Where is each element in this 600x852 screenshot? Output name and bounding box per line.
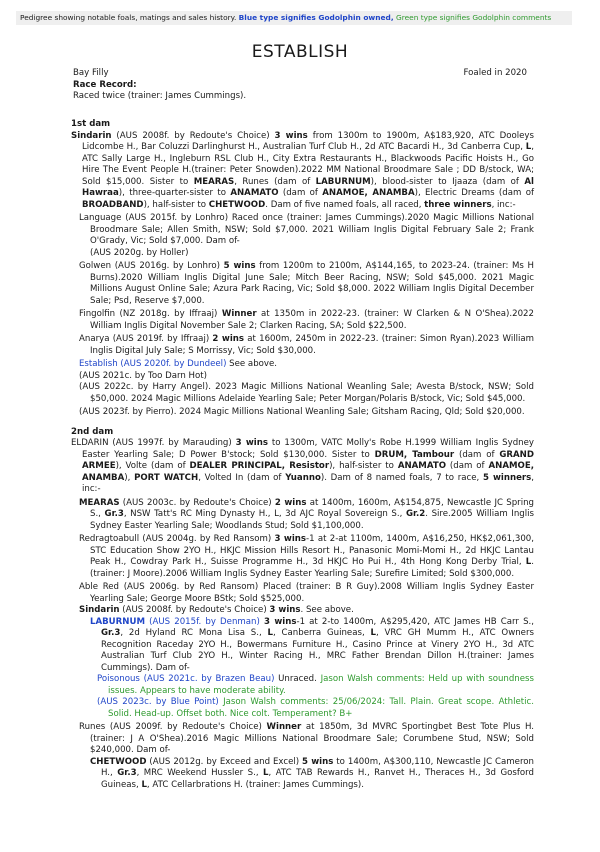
foal-entry-able-red: Able Red (AUS 2006g. by Red Ransom) Placed (trainer: B R Guy).2008 William Inglis Sydney Easter Yearling Sale; George Moore BStk; Sold $525,000. (79, 582, 534, 604)
foal-entry-establish: Establish (AUS 2020f. by Dundeel) See above. (79, 359, 278, 369)
legend-bar (16, 11, 572, 25)
dam-entry-sindarin: Sindarin (AUS 2008f. by Redoute's Choice) 3 wins from 1300m to 1900m, A$183,920, ATC Dooleys Lidcombe H., Bar Coluzzi Darlinghurst H., Australian Turf Club H., 2d ATC Bacardi H., 3d Canberra Cup, L, ATC Sally Large H., Ingleburn RSL Club H., City Extra Restaurants H., Blackwoods Pacific Hoists H., Go Hire The Event People H.(trainer: Peter Snowden).2022 MM National Broodmare Sale ; DD B/stock, WA; Sold $15,000. Sister to MEARAS, Runes (dam of LABURNUM), blood-sister to Ijaaza (dam of Al Hawraa), three-quarter-sister to ANAMATO (dam of ANAMOE, ANAMBA), Electric Dreams (dam of BROADBAND), half-sister to CHETWOOD. Dam of five named foals, all raced, three winners, inc:- (71, 130, 534, 210)
greatfoal-entry-2023c: (AUS 2023c. by Blue Point) Jason Walsh comments: 25/06/2024: Tall. Plain. Great scope. Athletic. Solid. Head-up. Offset both. Nice colt. Temperament? B+ (97, 697, 535, 719)
foal-entry-golwen: Golwen (AUS 2016g. by Lonhro) 5 wins from 1200m to 2100m, A$144,165, to 2023-24. (trainer: Ms H Burns).2020 William Inglis Digital June Sale; Mitch Beer Racing, NSW; Sold $45,000. 2021 Magic Millions August Online Sale; Azura Park Racing, Vic; Sold $8,000. 2022 William Inglis Digital December Sale; Psd, Reserve $7,000. (79, 261, 534, 306)
foal-entry-2021c: (AUS 2021c. by Too Darn Hot) (79, 370, 207, 381)
horse-meta (73, 68, 527, 103)
greatfoal-entry-poisonous: Poisonous (AUS 2021c. by Brazen Beau) Unraced. Jason Walsh comments: Held up with soundness issues. Appears to have moderate ability. (97, 674, 534, 696)
pedigree-content (71, 119, 534, 791)
legend-blue-note: Blue type signifies Godolphin owned, (238, 13, 394, 22)
foal-entry-runes: Runes (AUS 2009f. by Redoute's Choice) Winner at 1850m, 3d MVRC Sportingbet Best Tote Plus H. (trainer: J A O'Shea).2016 Magic Millions National Broodmare Sale; Corumbene Stud, NSW; Sold $240,000. Dam of- (79, 722, 534, 755)
foal-entry-2022c: (AUS 2022c. by Harry Angel). 2023 Magic Millions National Weanling Sale; Avesta B/stock, NSW; Sold $50,000. 2024 Magic Millions Adelaide Yearling Sale; Peter Morgan/Polaris B/stock, Vic; Sold $45,000. (79, 382, 534, 404)
grandfoal-entry-laburnum: LABURNUM (AUS 2015f. by Denman) 3 wins-1 at 2-to 1400m, A$295,420, ATC James HB Carr S., Gr.3, 2d Hyland RC Mona Lisa S., L, Canberra Guineas, L, VRC GH Mumm H., ATC Owners Recognition Raceday 2YO H., Bowermans Furniture H., Casino Prince at Vinery 2YO H., 3d ATC Australian Turf Club 2YO H., Winter Racing H., MRC Father Brendan Dillon H.(trainer: James Cummings). Dam of- (90, 616, 534, 673)
foal-entry-redragtoabull: Redragtoabull (AUS 2004g. by Red Ransom) 3 wins-1 at 2-at 1100m, 1400m, A$16,250, HK$2,061,300, STC Education Show 2YO H., HKJC Mission Hills Resort H., Panasonic Momi-Momi H., 2d HKJC Lantau Peak H., Cowdray Park H., Suisse Programme H., 3d HKJC Ho Pui H., 4th Hong Kong Derby Trial, L.(trainer: J Moore).2006 William Inglis Sydney Easter Yearling Sale; Surefire Limited; Sold $300,000. (79, 534, 535, 579)
grandfoal-entry-chetwood: CHETWOOD (AUS 2012g. by Exceed and Excel) 5 wins to 1400m, A$300,110, Newcastle JC Cameron H., Gr.3, MRC Weekend Hussler S., L, ATC TAB Rewards H., Ranvet H., Theraces H., 3d Gosford Guineas, L, ATC Cellarbrations H. (trainer: James Cummings). (90, 756, 534, 790)
legend-green-note: Green type signifies Godolphin comments (396, 13, 552, 22)
race-record-label: Race Record: (73, 79, 137, 90)
foal-entry-sindarin: Sindarin (AUS 2008f. by Redoute's Choice) 3 wins. See above. (79, 605, 354, 615)
second-dam-heading: 2nd dam (71, 426, 114, 437)
foal-entry-fingolfin: Fingolfin (NZ 2018g. by Iffraaj) Winner at 1350m in 2022-23. (trainer: W Clarken & N O'Shea).2022 William Inglis Digital November Sale 2; Clarken Racing, SA; Sold $22,500. (79, 309, 534, 331)
foal-entry-anarya: Anarya (AUS 2019f. by Iffraaj) 2 wins at 1600m, 2450m in 2022-23. (trainer: Simon Ryan).2023 William Inglis Digital July Sale; S Morrissy, Vic; Sold $30,000. (79, 334, 535, 356)
horse-sex: Bay Filly (73, 68, 109, 78)
race-record: Raced twice (trainer: James Cummings). (73, 91, 247, 101)
foaled-year: Foaled in 2020 (463, 68, 527, 78)
foal-entry-2020g: (AUS 2020g. by Holler) (90, 247, 189, 258)
first-dam-heading: 1st dam (71, 119, 111, 129)
foal-entry-mearas: MEARAS (AUS 2003c. by Redoute's Choice) 2 wins at 1400m, 1600m, A$154,875, Newcastle JC Spring S., Gr.3, NSW Tatt's RC Ming Dynasty H., L, 3d AJC Royal Sovereign S., Gr.2. Sire.2005 William Inglis Sydney Easter Yearling Sale; Woodlands Stud; Sold $1,100,000. (79, 497, 534, 531)
foal-entry-2023f: (AUS 2023f. by Pierro). 2024 Magic Millions National Weanling Sale; Gitsham Racing, Qld; Sold $20,000. (79, 407, 525, 417)
legend-text: Pedigree showing notable foals, matings and sales history. (20, 13, 237, 22)
horse-name: ESTABLISH (251, 42, 349, 62)
dam-entry-eldarin: ELDARIN (AUS 1997f. by Marauding) 3 wins to 1300m, VATC Molly's Robe H.1999 William Inglis Sydney Easter Yearling Sale; D Power B'stock; Sold $130,000. Sister to DRUM, Tambour (dam of GRAND ARMEE), Volte (dam of DEALER PRINCIPAL, Resistor), half-sister to ANAMATO (dam of ANAMOE, ANAMBA), PORT WATCH, Volted In (dam of Yuanno). Dam of 8 named foals, 7 to race, 5 winners, inc:- (71, 438, 534, 494)
foal-entry-language: Language (AUS 2015f. by Lonhro) Raced once (trainer: James Cummings).2020 Magic Millions National Broodmare Sale; Allen Smith, NSW; Sold $7,000. 2021 William Inglis Digital February Sale 2; Frank O'Grady, Vic; Sold $7,000. Dam of- (79, 213, 534, 246)
